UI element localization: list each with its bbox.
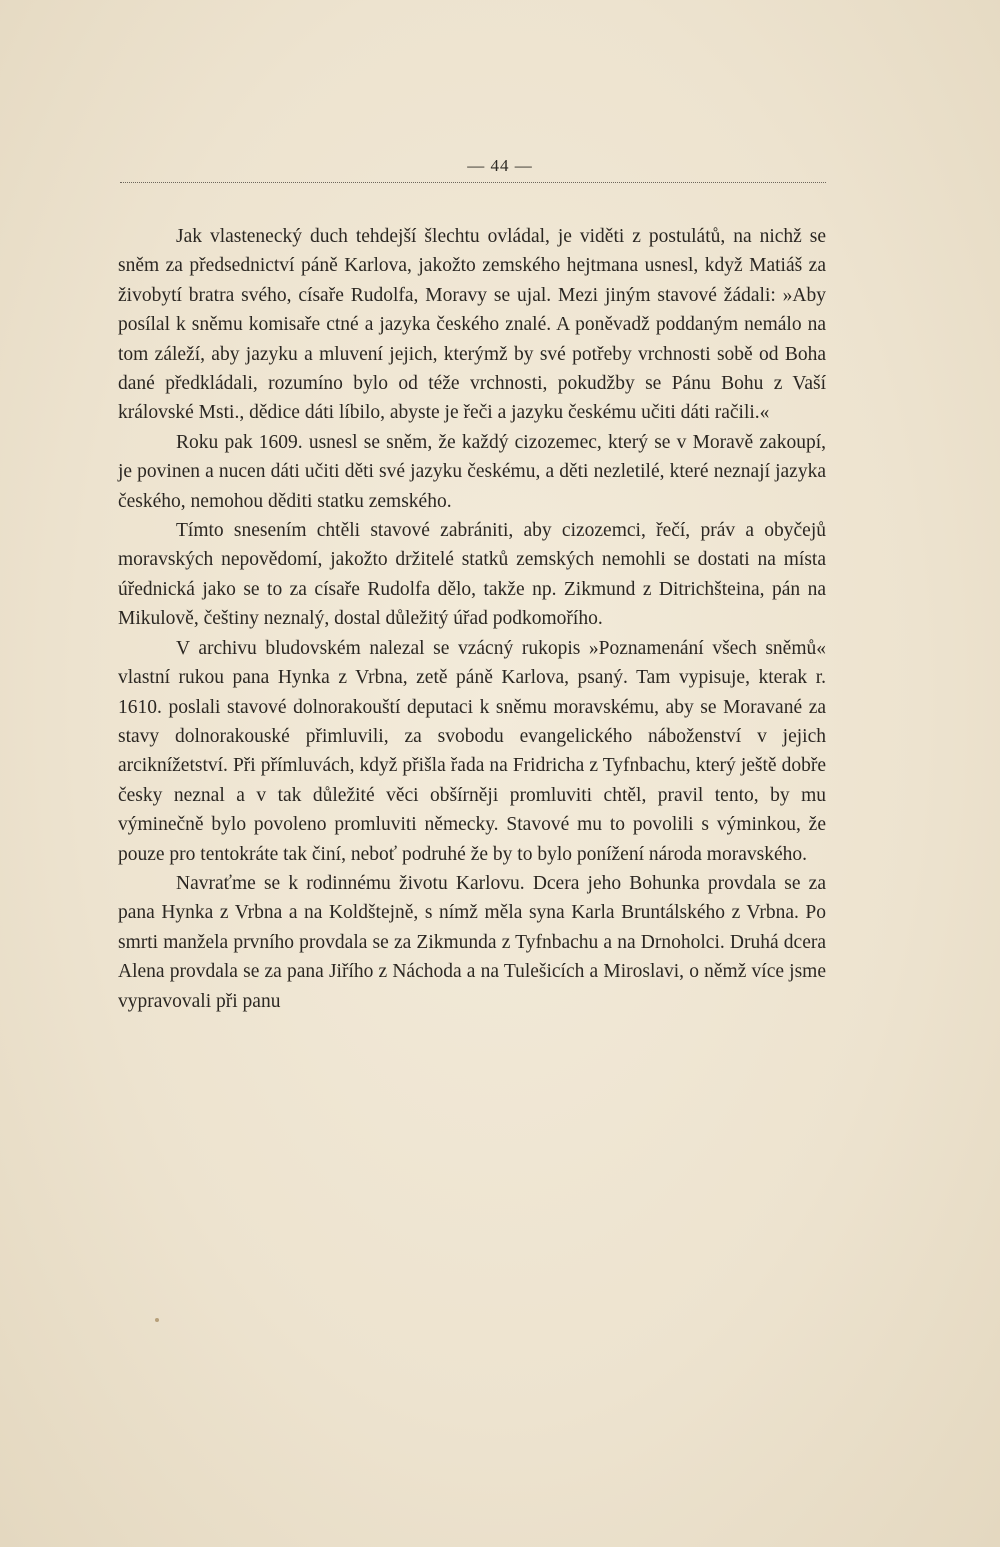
paper-speck: [155, 1318, 159, 1322]
paragraph: Jak vlastenecký duch tehdejší šlechtu ovládal, je viděti z postulátů, na nichž se sněm za předsednictví páně Karlova, jakožto zemského hejtmana usnesl, když Matiáš za živobytí bratra svého, císaře Rudolfa, Moravy se ujal. Mezi jiným stavové žádali: »Aby posílal k sněmu komisaře ctné a jazyka českého znalé. A poněvadž poddaným nemálo na tom záleží, aby jazyku a mluvení jejich, kterýmž by své potřeby vrchnosti sobě od Boha dané předkládali, rozumíno bylo od téže vrchnosti, pokudžby se Pánu Bohu z Vaší královské Msti., dědice dáti líbilo, abyste je řeči a jazyku českému učiti dáti račili.«: [118, 226, 826, 424]
paragraph: V archivu bludovském nalezal se vzácný rukopis »Poznamenání všech sněmů« vlastní rukou pana Hynka z Vrbna, zetě páně Karlova, psaný. Tam vypisuje, kterak r. 1610. poslali stavové dolnorakouští deputaci k sněmu moravskému, aby se Moravané za stavy dolnorakouské přimluvili, za svobodu evangelického náboženství v jejich arciknížetství. Při přímluvách, když přišla řada na Fridricha z Tyfnbachu, který ještě dobře česky neznal a v tak důležité věci obšírněji promluviti chtěl, pravil tento, by mu výminečně bylo povoleno promluviti německy. Stavové mu to povolili s výminkou, že pouze pro tentokráte tak činí, neboť podruhé že by to bylo ponížení národa moravského.: [118, 637, 826, 865]
page-number: — 44 —: [467, 156, 533, 175]
paragraph: Tímto snesením chtěli stavové zabrániti, aby cizozemci, řečí, práv a obyčejů moravských nepovědomí, jakožto držitelé statků zemských nemohli se dostati na místa úřednická jako se to za císaře Rudolfa dělo, takže np. Zikmund z Ditrichšteina, pán na Mikulově, češtiny neznalý, dostal důležitý úřad podkomořího.: [118, 520, 826, 630]
header-divider: [120, 182, 826, 183]
body-text: [118, 222, 826, 1016]
paragraph: Roku pak 1609. usnesl se sněm, že každý cizozemec, který se v Moravě zakoupí, je povinen a nucen dáti učiti děti své jazyku českému, a děti nezletilé, které neznají jazyka českého, nemohou děditi statku zemského.: [118, 431, 826, 512]
paragraph: Navraťme se k rodinnému životu Karlovu. Dcera jeho Bohunka provdala se za pana Hynka z Vrbna a na Koldštejně, s nímž měla syna Karla Bruntálského z Vrbna. Po smrti manžela prvního provdala se za Zikmunda z Tyfnbachu a na Drnoholci. Druhá dcera Alena provdala se za pana Jiřího z Náchoda a na Tulešicích a Miroslavi, o němž více jsme vypravovali při panu: [118, 872, 826, 1012]
